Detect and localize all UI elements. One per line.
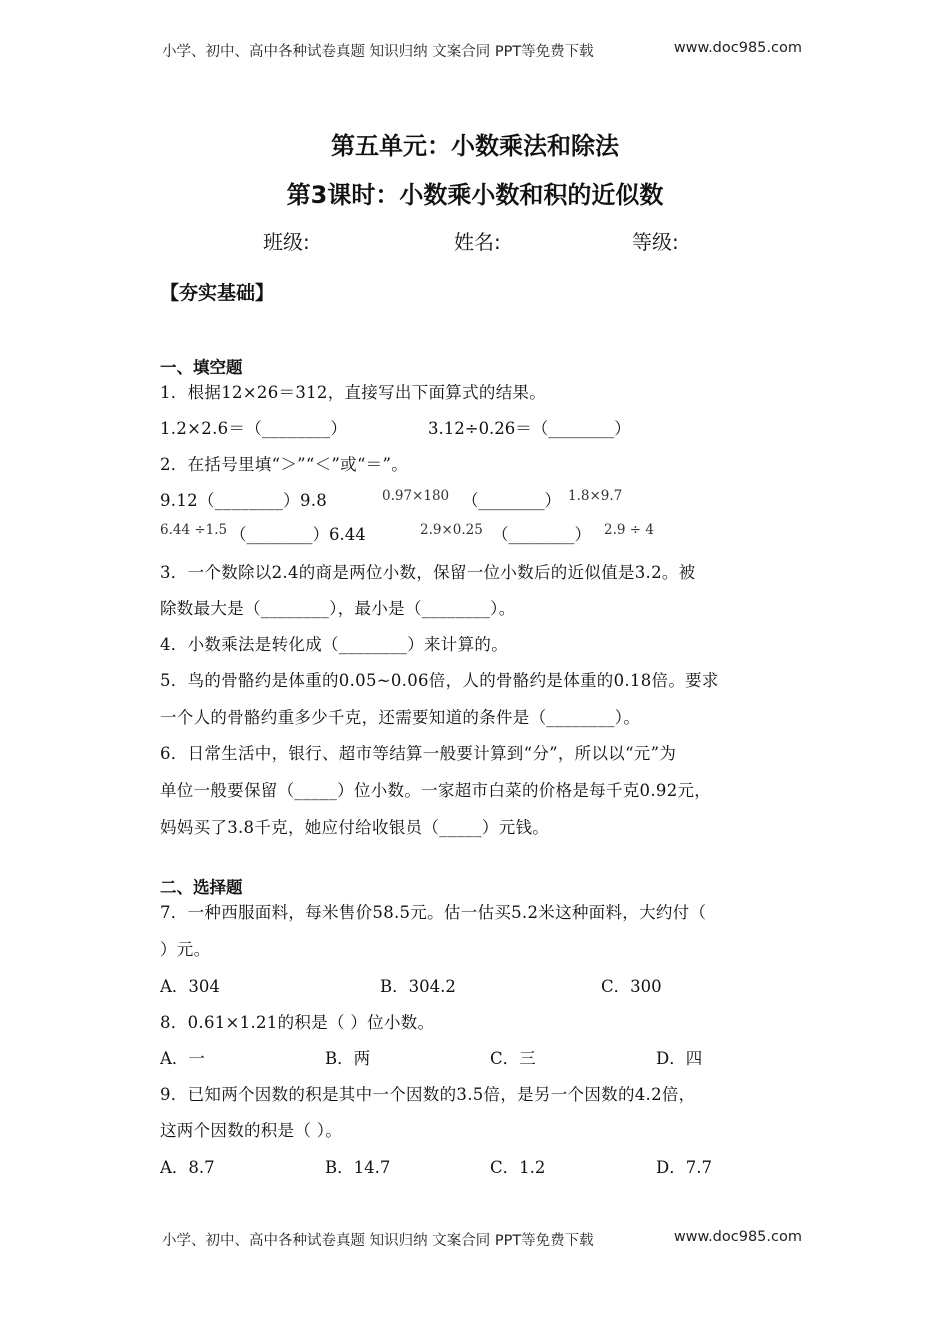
question-2b-expression: 0.97×180 <box>382 488 450 504</box>
footer-url[interactable]: www.doc985.com <box>673 1229 802 1245</box>
question-3-line-1: 3．一个数除以2.4的商是两位小数，保留一位小数后的近似值是3.2。被 <box>160 563 696 582</box>
grade-label: 等级: <box>632 230 679 254</box>
question-2d-right: 2.9 ÷ 4 <box>604 522 654 538</box>
question-7-line-2: ）元。 <box>160 940 211 959</box>
question-5-line-1: 5．鸟的骨骼约是体重的0.05~0.06倍，人的骨骼约是体重的0.18倍。要求 <box>160 671 719 690</box>
question-6-line-1: 6．日常生活中，银行、超市等结算一般要计算到“分”，所以以“元”为 <box>160 744 677 763</box>
question-6-line-2: 单位一般要保留（_____）位小数。一家超市白菜的价格是每千克0.92元， <box>160 781 712 800</box>
question-2d-expression: 2.9×0.25 <box>420 522 483 538</box>
q8-option-b: B．两 <box>325 1049 371 1068</box>
question-2: 2．在括号里填“＞”“＜”或“＝”。 <box>160 455 409 474</box>
question-4: 4．小数乘法是转化成（________）来计算的。 <box>160 635 508 654</box>
question-9-line-1: 9．已知两个因数的积是其中一个因数的3.5倍，是另一个因数的4.2倍， <box>160 1085 696 1104</box>
question-2c-blank: （________）6.44 <box>230 525 366 544</box>
question-2b-blank: （________） <box>462 491 561 510</box>
section-fill-in: 一、填空题 <box>160 358 243 377</box>
question-1: 1．根据12×26＝312，直接写出下面算式的结果。 <box>160 383 547 402</box>
question-2a: 9.12（________）9.8 <box>160 491 328 510</box>
q8-option-c: C．三 <box>490 1049 536 1068</box>
footer-text: 小学、初中、高中各种试卷真题 知识归纳 文案合同 PPT等免费下载 <box>162 1233 594 1249</box>
question-6-line-3: 妈妈买了3.8千克，她应付给收银员（_____）元钱。 <box>160 818 550 837</box>
question-2d-blank: （________） <box>492 525 591 544</box>
class-label: 班级: <box>263 230 310 254</box>
question-8: 8．0.61×1.21的积是（ ）位小数。 <box>160 1013 435 1032</box>
q9-option-c: C．1.2 <box>490 1158 546 1177</box>
question-3-line-2: 除数最大是（________），最小是（________）。 <box>160 599 516 618</box>
block-title: 【夯实基础】 <box>160 282 275 304</box>
question-1a: 1.2×2.6＝（________） <box>160 419 348 438</box>
page-footer <box>162 1229 802 1250</box>
q8-option-a: A．一 <box>160 1049 205 1068</box>
unit-title: 第五单元：小数乘法和除法 <box>331 132 619 160</box>
question-7-line-1: 7．一种西服面料，每米售价58.5元。估一估买5.2米这种面料，大约付（ <box>160 903 707 922</box>
header-text: 小学、初中、高中各种试卷真题 知识归纳 文案合同 PPT等免费下载 <box>162 44 594 60</box>
question-2c-expression: 6.44 ÷1.5 <box>160 522 228 538</box>
q7-option-c: C．300 <box>601 977 662 996</box>
question-1b: 3.12÷0.26＝（________） <box>428 419 631 438</box>
q9-option-d: D．7.7 <box>656 1158 712 1177</box>
q9-option-a: A．8.7 <box>160 1158 215 1177</box>
header-url[interactable]: www.doc985.com <box>673 40 802 56</box>
question-5-line-2: 一个人的骨骼约重多少千克，还需要知道的条件是（________）。 <box>160 708 641 727</box>
q8-option-d: D．四 <box>656 1049 703 1068</box>
question-9-line-2: 这两个因数的积是（ ）。 <box>160 1121 343 1140</box>
q7-option-a: A．304 <box>160 977 220 996</box>
section-choice: 二、选择题 <box>160 878 243 897</box>
page-header <box>162 40 802 61</box>
lesson-title: 第3课时：小数乘小数和积的近似数 <box>286 181 664 209</box>
name-label: 姓名: <box>454 230 501 254</box>
q7-option-b: B．304.2 <box>380 977 456 996</box>
q9-option-b: B．14.7 <box>325 1158 391 1177</box>
question-2b-right: 1.8×9.7 <box>568 488 623 504</box>
